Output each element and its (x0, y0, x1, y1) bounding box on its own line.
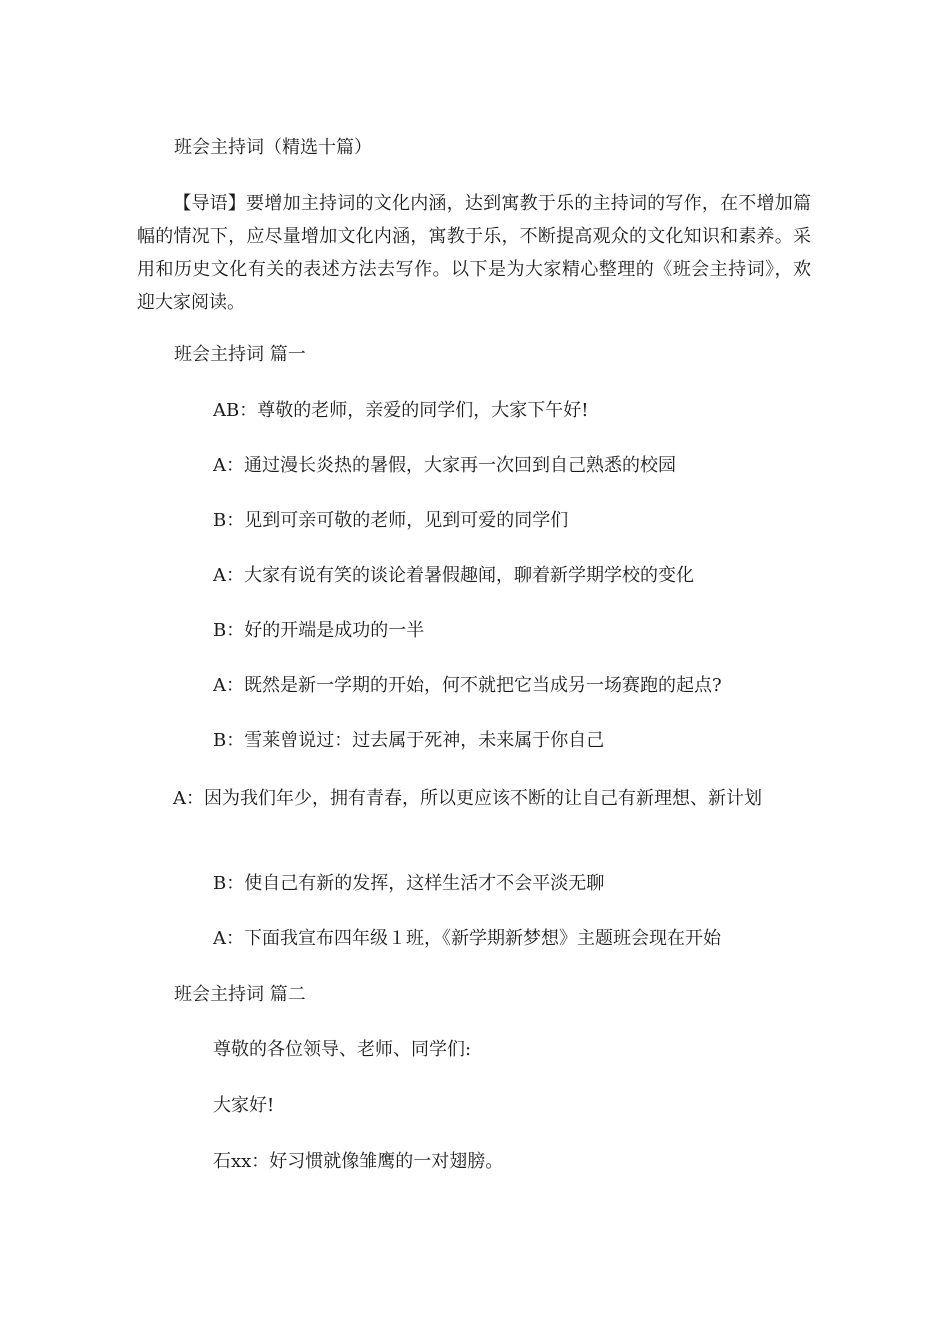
intro-text: 【导语】要增加主持词的文化内涵，达到寓教于乐的主持词的写作，在不增加篇幅的情况下，应尽量增加文化内涵，寓教于乐，不断提高观众的文化知识和素养。采用和历史文化有关的表述方法去写作。以下是为大家精心整理的《班会主持词》，欢迎大家阅读。 (137, 193, 811, 313)
dialogue-line: A：大家有说有笑的谈论着暑假趣闻，聊着新学期学校的变化 (213, 565, 694, 586)
dialogue-line: B：见到可亲可敬的老师，见到可爱的同学们 (213, 510, 569, 531)
dialogue-line: A：既然是新一学期的开始，何不就把它当成另一场赛跑的起点? (213, 675, 722, 696)
dialogue-paragraph (137, 782, 811, 815)
intro-paragraph (137, 187, 811, 319)
speech-line: 石xx：好习惯就像雏鹰的一对翅膀。 (213, 1151, 504, 1172)
dialogue-line: AB：尊敬的老师，亲爱的同学们，大家下午好! (213, 400, 589, 421)
dialogue-text: A：因为我们年少，拥有青春，所以更应该不断的让自己有新理想、新计划 (173, 788, 762, 809)
dialogue-line: B：好的开端是成功的一半 (213, 620, 425, 641)
dialogue-line: B：雪莱曾说过：过去属于死神，未来属于你自己 (213, 730, 605, 751)
section2-heading: 班会主持词 篇二 (174, 984, 306, 1005)
speech-line: 尊敬的各位领导、老师、同学们: (213, 1039, 472, 1060)
document-title: 班会主持词（精选十篇） (174, 137, 372, 158)
section1-heading: 班会主持词 篇一 (174, 344, 306, 365)
dialogue-line: B：使自己有新的发挥，这样生活才不会平淡无聊 (213, 873, 605, 894)
dialogue-line: A：通过漫长炎热的暑假，大家再一次回到自己熟悉的校园 (213, 455, 676, 476)
dialogue-line: A：下面我宣布四年级１班，《新学期新梦想》主题班会现在开始 (213, 928, 721, 949)
speech-line: 大家好! (213, 1095, 275, 1116)
